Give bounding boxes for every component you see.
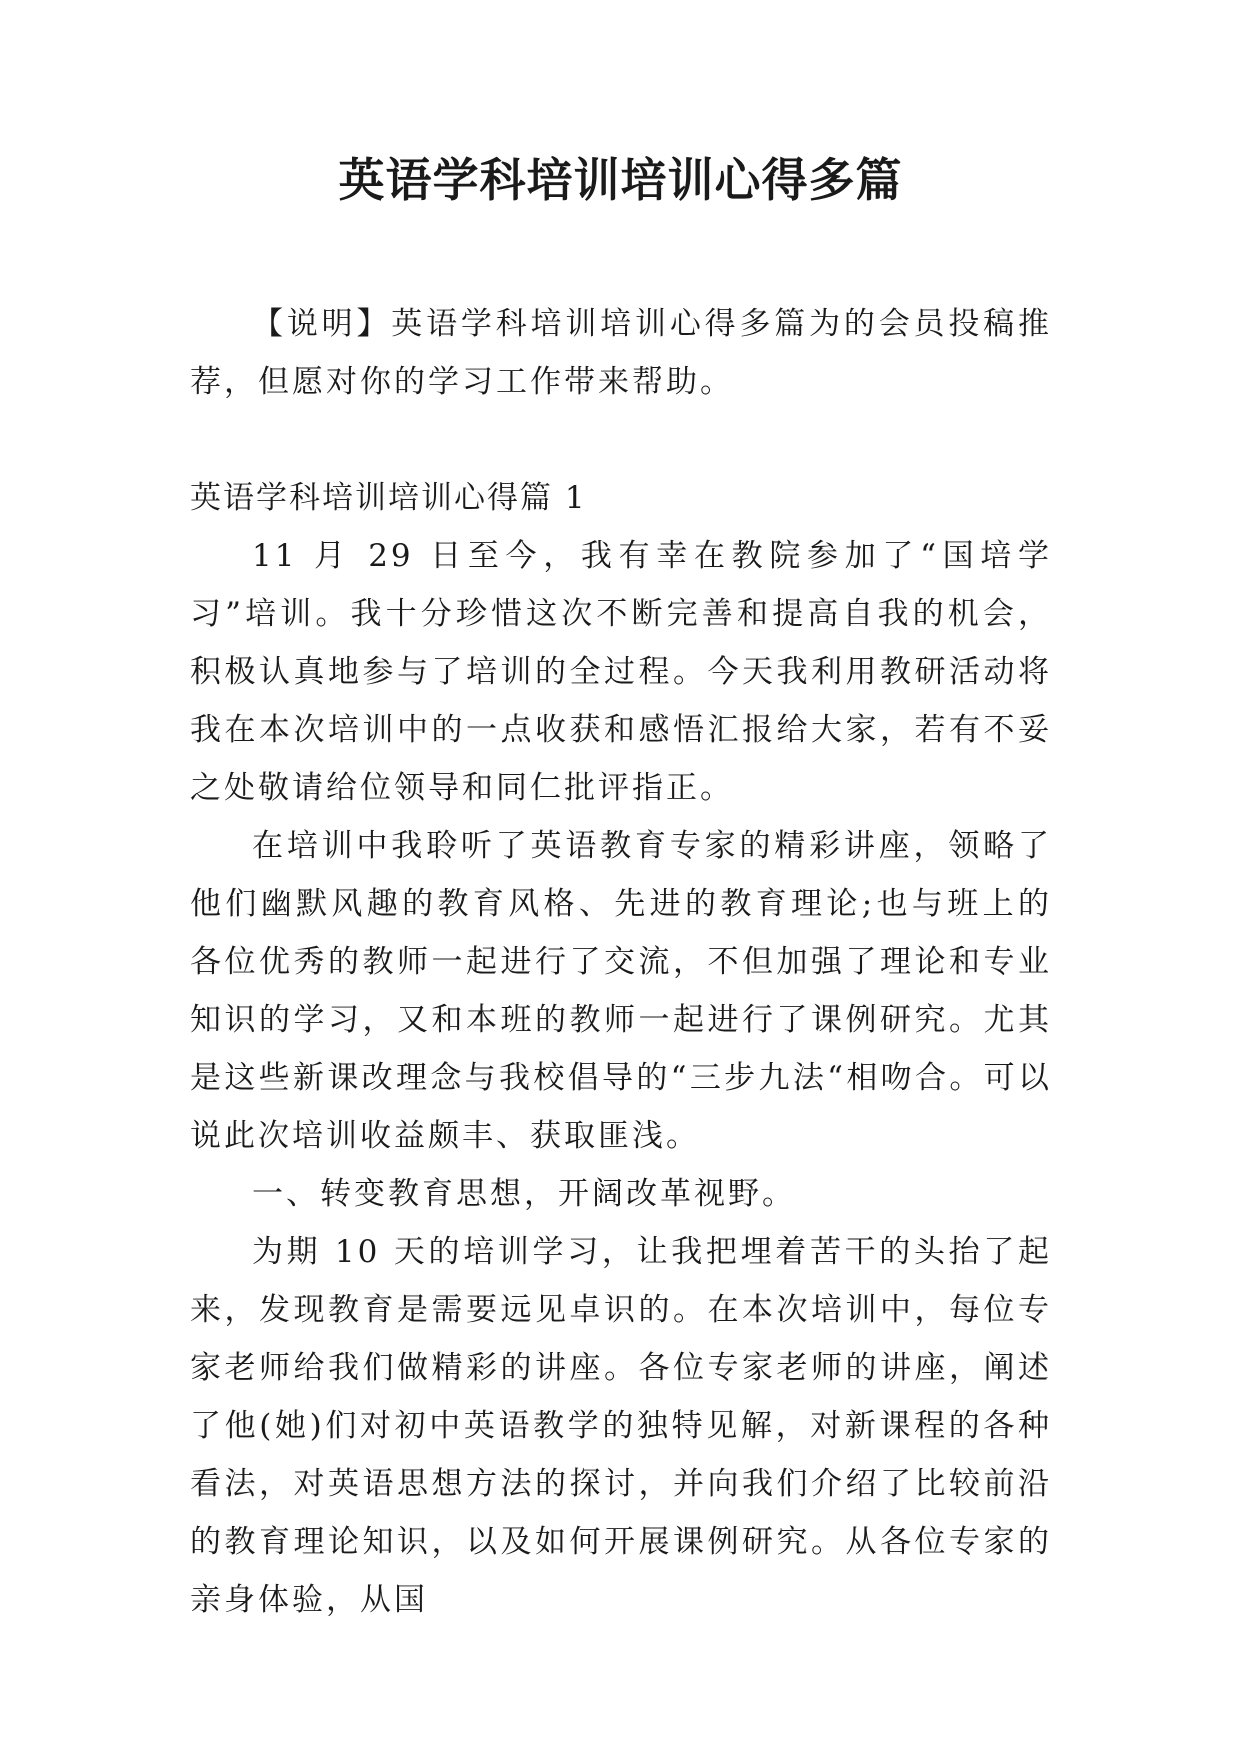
body-paragraph: 11 月 29 日至今，我有幸在教院参加了“国培学习”培训。我十分珍惜这次不断完善和提高自我的机会，积极认真地参与了培训的全过程。今天我利用教研活动将我在本次培训中的一点收获和感悟汇报给大家，若有不妥之处敬请给位领导和同仁批评指正。 — [190, 538, 1052, 806]
intro-paragraph: 【说明】英语学科培训培训心得多篇为的会员投稿推荐，但愿对你的学习工作带来帮助。 — [190, 306, 1052, 400]
document-body — [190, 295, 1052, 1629]
body-paragraph: 在培训中我聆听了英语教育专家的精彩讲座，领略了他们幽默风趣的教育风格、先进的教育理论;也与班上的各位优秀的教师一起进行了交流，不但加强了理论和专业知识的学习，又和本班的教师一起进行了课例研究。尤其是这些新课改理念与我校倡导的“三步九法“相吻合。可以说此次培训收益颇丰、获取匪浅。 — [190, 828, 1052, 1154]
subheading-paragraph: 一、转变教育思想，开阔改革视野。 — [252, 1176, 796, 1212]
section-heading: 英语学科培训培训心得篇 1 — [190, 480, 587, 516]
document-title: 英语学科培训培训心得多篇 — [338, 153, 903, 207]
body-paragraph: 为期 10 天的培训学习，让我把埋着苦干的头抬了起来，发现教育是需要远见卓识的。在本次培训中，每位专家老师给我们做精彩的讲座。各位专家老师的讲座，阐述了他(她)们对初中英语教学的独特见解，对新课程的各种看法，对英语思想方法的探讨，并向我们介绍了比较前沿的教育理论知识，以及如何开展课例研究。从各位专家的亲身体验，从国 — [190, 1234, 1052, 1618]
